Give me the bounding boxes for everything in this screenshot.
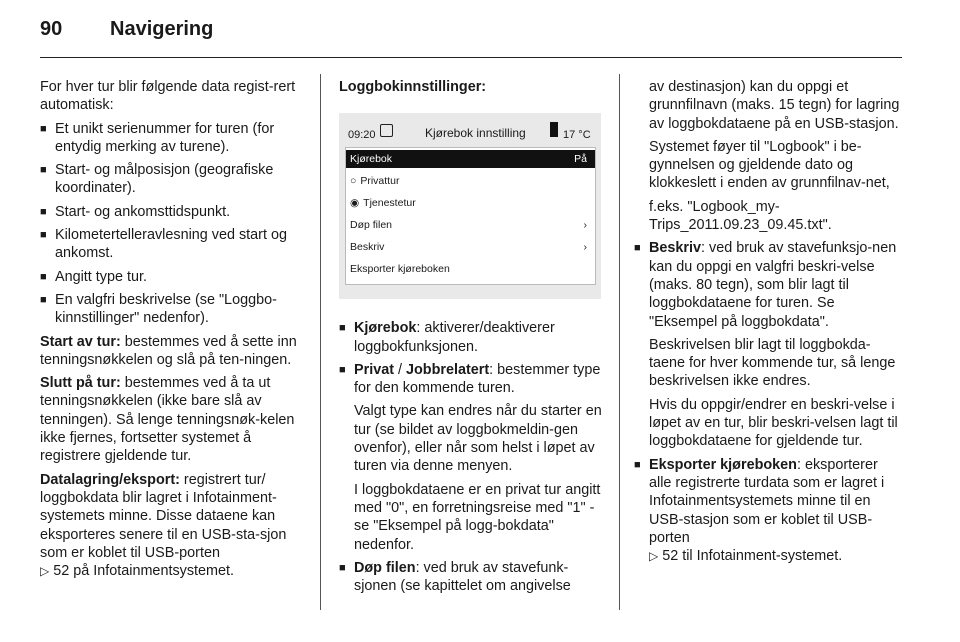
menu-item-tjenestetur[interactable]: ◉ Tjenestetur [350, 197, 416, 210]
body-text: Beskrivelsen blir lagt til loggbokda-taene for hver kommende tur, så lenge beskrivelsen ikke endres. [649, 336, 896, 390]
list-item: ■ Beskriv: ved bruk av stavefunksjo-nen kan du oppgi en valgfri beskri-velse (maks. 80 tegn), som blir lagt til loggbokdataene for turen. Se "Eksempel på loggbokdata". [634, 239, 902, 330]
page-header [40, 18, 213, 41]
temperature: 17 °C [563, 129, 591, 142]
radio-empty-icon: ○ [350, 175, 357, 188]
header-rule [40, 57, 902, 58]
list-item: ■ Eksporter kjøreboken: eksporterer alle registrerte turdata som er lagret i Infotainmentsystemets minne til en USB-stasjon som er koblet til USB-porten ▷ 52 til Infotainment-systemet. [634, 456, 902, 566]
end-label: Slutt på tur: [40, 375, 121, 392]
body-text: I loggbokdataene er en privat tur angitt med "0", en forretningsreise med "1" - se "Eksempel på logg-bokdata" nedenfor. [354, 481, 601, 553]
start-paragraph: Start av tur: bestemmes ved å sette inn tenningsnøkkelen og slå på ten-ningen. [40, 333, 297, 368]
menu-item-beskriv[interactable]: Beskriv › [346, 238, 595, 256]
body-text: Systemet føyer til "Logbook" i be-gynnelsen og gjeldende dato og klokkeslett i enden av grunnfilnav-net, [649, 138, 890, 192]
list-item: ■ En valgfri beskrivelse (se "Loggbo-kinnstillinger" nedenfor). [40, 291, 307, 328]
body-text: Hvis du oppgir/endrer en beskri-velse i løpet av en tur, blir beskri-velsen lagt til loggbokdataene for gjeldende tur. [649, 396, 898, 450]
menu-item-dop-filen[interactable]: Døp filen › [346, 216, 595, 234]
settings-list [339, 319, 603, 397]
page-ref-icon: ▷ [40, 564, 50, 579]
end-paragraph: Slutt på tur: bestemmes ved å ta ut tenningsnøkkelen (ikke bare slå av tenningen). Så lenge tenningsnøk-kelen ikke fjernes, fortsetter systemet å registrere gjeldende tur. [40, 375, 295, 465]
menu-list [345, 147, 596, 285]
body-text: av destinasjon) kan du oppgi et grunnfilnavn (maks. 15 tegn) for lagring av loggbokdataene på en USB-stasjon. [649, 79, 900, 132]
page-title: Navigering [110, 18, 214, 40]
list-item: ■ Døp filen: ved bruk av stavefunk-sjonen (se kapittelet om angivelse [339, 559, 603, 596]
menu-item-eksporter[interactable]: Eksporter kjøreboken [350, 263, 450, 276]
export-label: Datalagring/eksport: [40, 471, 180, 488]
settings-screenshot [339, 113, 601, 299]
menu-item-kjorebok[interactable]: Kjørebok På [346, 150, 595, 168]
logbook-icon [380, 124, 393, 137]
filename-example: f.eks. "Logbook_my- Trips_2011.09.23_09.45.txt". [649, 198, 832, 234]
list-item: ■ Angitt type tur. [40, 268, 307, 286]
auto-data-list [40, 120, 307, 328]
list-item: ■ Start- og ankomsttidspunkt. [40, 203, 307, 221]
list-item: ■ Privat / Jobbrelatert: bestemmer type for den kommende turen. [339, 361, 603, 398]
list-item: ■ Kjørebok: aktiverer/deaktiverer loggbokfunksjonen. [339, 319, 603, 356]
column-1 [40, 78, 307, 585]
status-bar [339, 113, 601, 143]
list-item: ■ Start- og målposisjon (geografiske koordinater). [40, 161, 307, 198]
thermometer-icon [550, 122, 558, 137]
menu-item-privattur[interactable]: ○ Privattur [350, 175, 400, 188]
list-item: ■ Kilometertelleravlesning ved start og ankomst. [40, 226, 307, 263]
column-3 [634, 78, 902, 570]
intro-text: For hver tur blir følgende data regist-rert automatisk: [40, 79, 296, 114]
column-divider [619, 74, 620, 610]
column-divider [320, 74, 321, 610]
section-heading: Loggbokinnstillinger: [339, 79, 487, 95]
clock-time: 09:20 [348, 129, 376, 142]
export-paragraph: Datalagring/eksport: registrert tur/ loggbokdata blir lagret i Infotainment-systemets minne. Disse dataene kan eksporteres senere til en USB-sta-sjon som er koblet til USB-porten ▷ 52 på Infotainmentsystemet. [40, 471, 287, 580]
column-2 [339, 78, 603, 600]
screen-title: Kjørebok innstilling [425, 126, 526, 141]
start-label: Start av tur: [40, 333, 121, 350]
radio-selected-icon: ◉ [350, 197, 360, 210]
chevron-right-icon: › [583, 219, 587, 232]
page-number: 90 [40, 18, 63, 40]
chevron-right-icon: › [583, 241, 587, 254]
body-text: Valgt type kan endres når du starter en tur (se bildet av loggbokmeldin-gen ovenfor), eller når som helst i løpet av turen via denne menyen. [354, 403, 602, 475]
list-item: ■ Et unikt serienummer for turen (for entydig merking av turene). [40, 120, 307, 157]
page-ref-icon: ▷ [649, 549, 659, 564]
